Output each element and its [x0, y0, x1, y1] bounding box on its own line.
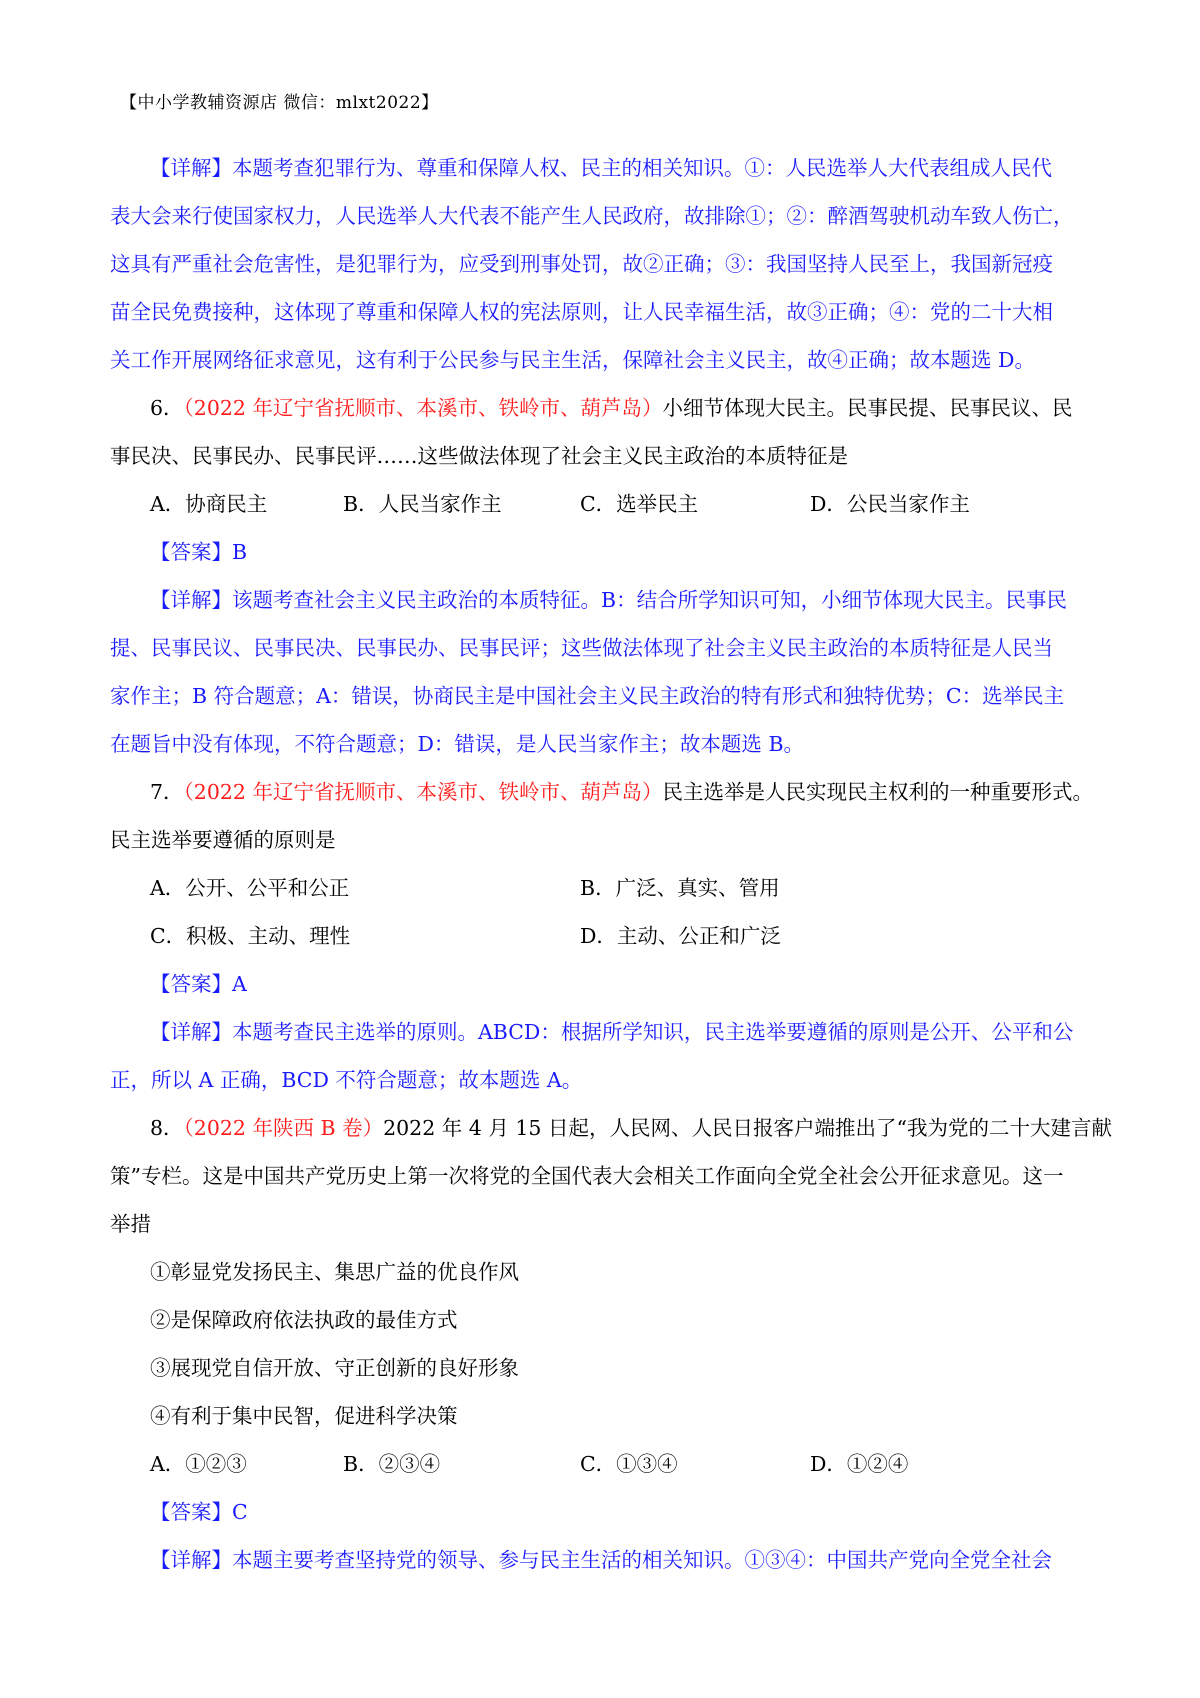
option-a: A．协商民主 [150, 492, 268, 516]
option-d: D．公民当家作主 [810, 492, 970, 516]
question-stem [110, 384, 1100, 432]
detail-line: 正，所以 A 正确，BCD 不符合题意；故本题选 A。 [110, 1068, 583, 1092]
question-text: 事民决、民事民办、民事民评……这些做法体现了社会主义民主政治的本质特征是 [110, 444, 848, 468]
question-source: （2022 年陕西 B 卷） [183, 1116, 384, 1140]
q5-detail [110, 144, 1100, 384]
option-a: A．①②③ [150, 1452, 247, 1476]
q8-detail [110, 1536, 1100, 1584]
detail-line: 【详解】本题主要考查坚持党的领导、参与民主生活的相关知识。①③④：中国共产党向全党全社会 [150, 1548, 1052, 1572]
option-a: A．公开、公平和公正 [150, 876, 350, 900]
question-stem [110, 1104, 1112, 1152]
question-8 [110, 1104, 1112, 1248]
option-c: C．选举民主 [580, 492, 699, 516]
option-b: B．人民当家作主 [343, 492, 502, 516]
options-row [150, 1440, 1100, 1488]
option-b: B．②③④ [343, 1452, 441, 1476]
question-number: 6． [150, 396, 184, 420]
answer-label: 【答案】C [150, 1500, 248, 1524]
question-number: 8． [150, 1116, 184, 1140]
question-text: 民主选举要遵循的原则是 [110, 828, 336, 852]
options-row [150, 864, 1100, 912]
detail-line: 家作主；B 符合题意；A：错误，协商民主是中国社会主义民主政治的特有形式和独特优势；C：选举民主 [110, 684, 1065, 708]
statement-1: ①彰显党发扬民主、集思广益的优良作风 [150, 1260, 519, 1284]
detail-line: 苗全民免费接种，这体现了尊重和保障人权的宪法原则，让人民幸福生活，故③正确；④：党的二十大相 [110, 300, 1053, 324]
question-stem [110, 768, 1100, 816]
question-6 [110, 384, 1100, 480]
detail-line: 提、民事民议、民事民决、民事民办、民事民评；这些做法体现了社会主义民主政治的本质特征是人民当 [110, 636, 1053, 660]
question-text: 小细节体现大民主。民事民提、民事民议、民 [662, 396, 1073, 420]
statement-4: ④有利于集中民智，促进科学决策 [150, 1404, 458, 1428]
answer-label: 【答案】A [150, 972, 247, 996]
options-row [150, 912, 1100, 960]
question-text: 举措 [110, 1212, 151, 1236]
detail-line: 在题旨中没有体现，不符合题意；D：错误，是人民当家作主；故本题选 B。 [110, 732, 805, 756]
question-source: （2022 年辽宁省抚顺市、本溪市、铁岭市、葫芦岛） [183, 396, 663, 420]
question-source: （2022 年辽宁省抚顺市、本溪市、铁岭市、葫芦岛） [183, 780, 663, 804]
statement-2: ②是保障政府依法执政的最佳方式 [150, 1308, 458, 1332]
detail-line: 【详解】本题考查民主选举的原则。ABCD：根据所学知识，民主选举要遵循的原则是公开、公平和公 [150, 1020, 1074, 1044]
q7-detail [110, 1008, 1100, 1104]
statement-3: ③展现党自信开放、守正创新的良好形象 [150, 1356, 519, 1380]
option-c: C．积极、主动、理性 [150, 924, 351, 948]
option-b: B．广泛、真实、管用 [580, 876, 780, 900]
question-7 [110, 768, 1100, 864]
options-row [150, 480, 1100, 528]
question-text: 2022 年 4 月 15 日起，人民网、人民日报客户端推出了“我为党的二十大建言献 [383, 1116, 1112, 1140]
question-number: 7． [150, 780, 184, 804]
page-header: 【中小学教辅资源店 微信：mlxt2022】 [120, 93, 439, 113]
detail-line: 【详解】该题考查社会主义民主政治的本质特征。B：结合所学知识可知，小细节体现大民主。民事民 [150, 588, 1068, 612]
option-d: D．①②④ [810, 1452, 909, 1476]
option-c: C．①③④ [580, 1452, 678, 1476]
detail-line: 【详解】本题考查犯罪行为、尊重和保障人权、民主的相关知识。①：人民选举人大代表组成人民代 [150, 156, 1052, 180]
question-text: 策”专栏。这是中国共产党历史上第一次将党的全国代表大会相关工作面向全党全社会公开征求意见。这一 [110, 1164, 1064, 1188]
option-d: D．主动、公正和广泛 [580, 924, 781, 948]
question-text: 民主选举是人民实现民主权利的一种重要形式。 [662, 780, 1093, 804]
detail-line: 这具有严重社会危害性，是犯罪行为，应受到刑事处罚，故②正确；③：我国坚持人民至上，我国新冠疫 [110, 252, 1053, 276]
detail-line: 表大会来行使国家权力，人民选举人大代表不能产生人民政府，故排除①；②：醉酒驾驶机动车致人伤亡， [110, 204, 1074, 228]
detail-line: 关工作开展网络征求意见，这有利于公民参与民主生活，保障社会主义民主，故④正确；故本题选 D。 [110, 348, 1035, 372]
q6-detail [110, 576, 1100, 768]
answer-label: 【答案】B [150, 540, 248, 564]
